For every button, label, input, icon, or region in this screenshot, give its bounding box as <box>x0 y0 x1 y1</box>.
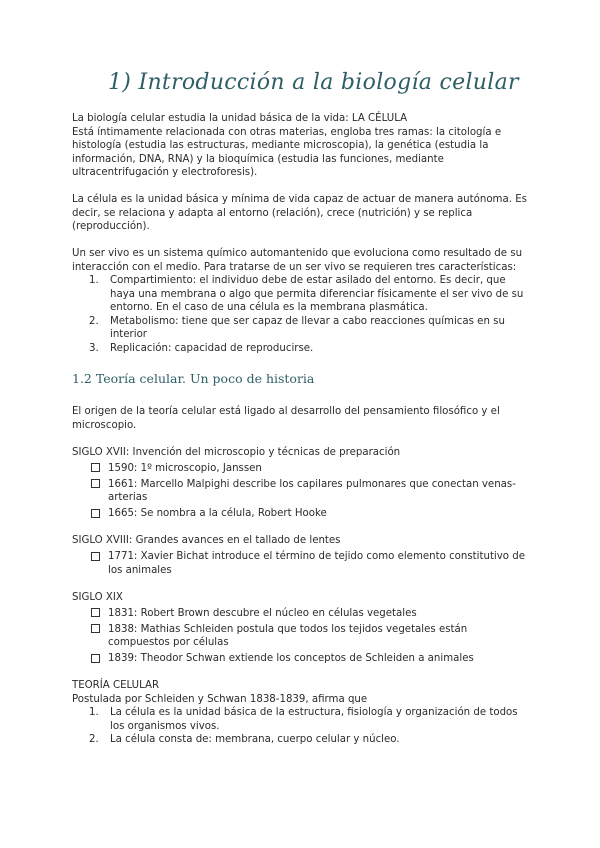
checkbox[interactable] <box>91 654 100 663</box>
list-item: 1590: 1º microscopio, Janssen <box>72 462 532 476</box>
intro-line-1: La biología celular estudia la unidad básica de la vida: LA CÉLULA <box>72 113 408 124</box>
century-heading: SIGLO XVIII: Grandes avances en el tallado de lentes <box>72 535 341 546</box>
list-item: 1. Compartimiento: el individuo debe de estar asilado del entorno. Es decir, que haya una membrana o algo que permita diferenciar físicamente el ser vivo de su entorno. En el caso de una célula es la membrana plasmática. <box>89 275 524 313</box>
century-heading: SIGLO XVII: Invención del microscopio y técnicas de preparación <box>72 446 401 458</box>
list-item: 1831: Robert Brown descubre el núcleo en células vegetales <box>72 607 532 621</box>
history-intro: El origen de la teoría celular está ligado al desarrollo del pensamiento filosófico y el microscopio. <box>72 406 500 431</box>
page-title: 1) Introducción a la biología celular <box>108 70 519 95</box>
living-being-intro: Un ser vivo es un sistema químico automantenido que evoluciona como resultado de su interacción con el medio. Para tratarse de un ser vivo se requieren tres características: <box>72 248 523 273</box>
characteristics-list <box>72 274 532 355</box>
checklist <box>72 607 532 666</box>
theory-points <box>72 706 532 747</box>
checkbox[interactable] <box>91 552 100 561</box>
checkbox[interactable] <box>91 509 100 518</box>
checkbox[interactable] <box>91 624 100 633</box>
cell-definition: La célula es la unidad básica y mínima de vida capaz de actuar de manera autónoma. Es decir, se relaciona y adapta al entorno (relación), crece (nutrición) y se replica (reproducción). <box>72 194 527 232</box>
list-item: 3. Replicación: capacidad de reproducirse. <box>89 342 314 354</box>
section-heading: 1.2 Teoría celular. Un poco de historia <box>72 371 315 386</box>
list-item: 2. Metabolismo: tiene que ser capaz de llevar a cabo reacciones químicas en su interior <box>89 315 505 340</box>
list-item: 1771: Xavier Bichat introduce el término de tejido como elemento constitutivo de los animales <box>72 550 532 577</box>
list-item: 1838: Mathias Schleiden postula que todos los tejidos vegetales están compuestos por células <box>72 623 532 650</box>
theory-heading: TEORÍA CELULAR <box>72 680 160 691</box>
checklist <box>72 462 532 521</box>
century-heading: SIGLO XIX <box>72 591 123 603</box>
list-item: 1839: Theodor Schwan extiende los conceptos de Schleiden a animales <box>72 652 532 666</box>
list-item: 1. La célula es la unidad básica de la estructura, fisiología y organización de todos los organismos vivos. <box>89 707 518 732</box>
list-item: 1661: Marcello Malpighi describe los capilares pulmonares que conectan venas-arterias <box>72 478 532 505</box>
document-body <box>72 112 532 747</box>
theory-intro: Postulada por Schleiden y Schwan 1838-1839, afirma que <box>72 693 368 705</box>
checkbox[interactable] <box>91 608 100 617</box>
list-item: 1665: Se nombra a la célula, Robert Hooke <box>72 507 532 521</box>
intro-line-2: Está íntimamente relacionada con otras materias, engloba tres ramas: la citología e histología (estudia las estructuras, mediante microscopia), la genética (estudia la información, DNA, RNA) y la bioquímica (estudia las funciones, mediante ultracentrifugación y electroforesis). <box>72 126 502 178</box>
checkbox[interactable] <box>91 463 100 472</box>
list-item: 2. La célula consta de: membrana, cuerpo celular y núcleo. <box>89 734 400 745</box>
checklist <box>72 550 532 577</box>
checkbox[interactable] <box>91 479 100 488</box>
